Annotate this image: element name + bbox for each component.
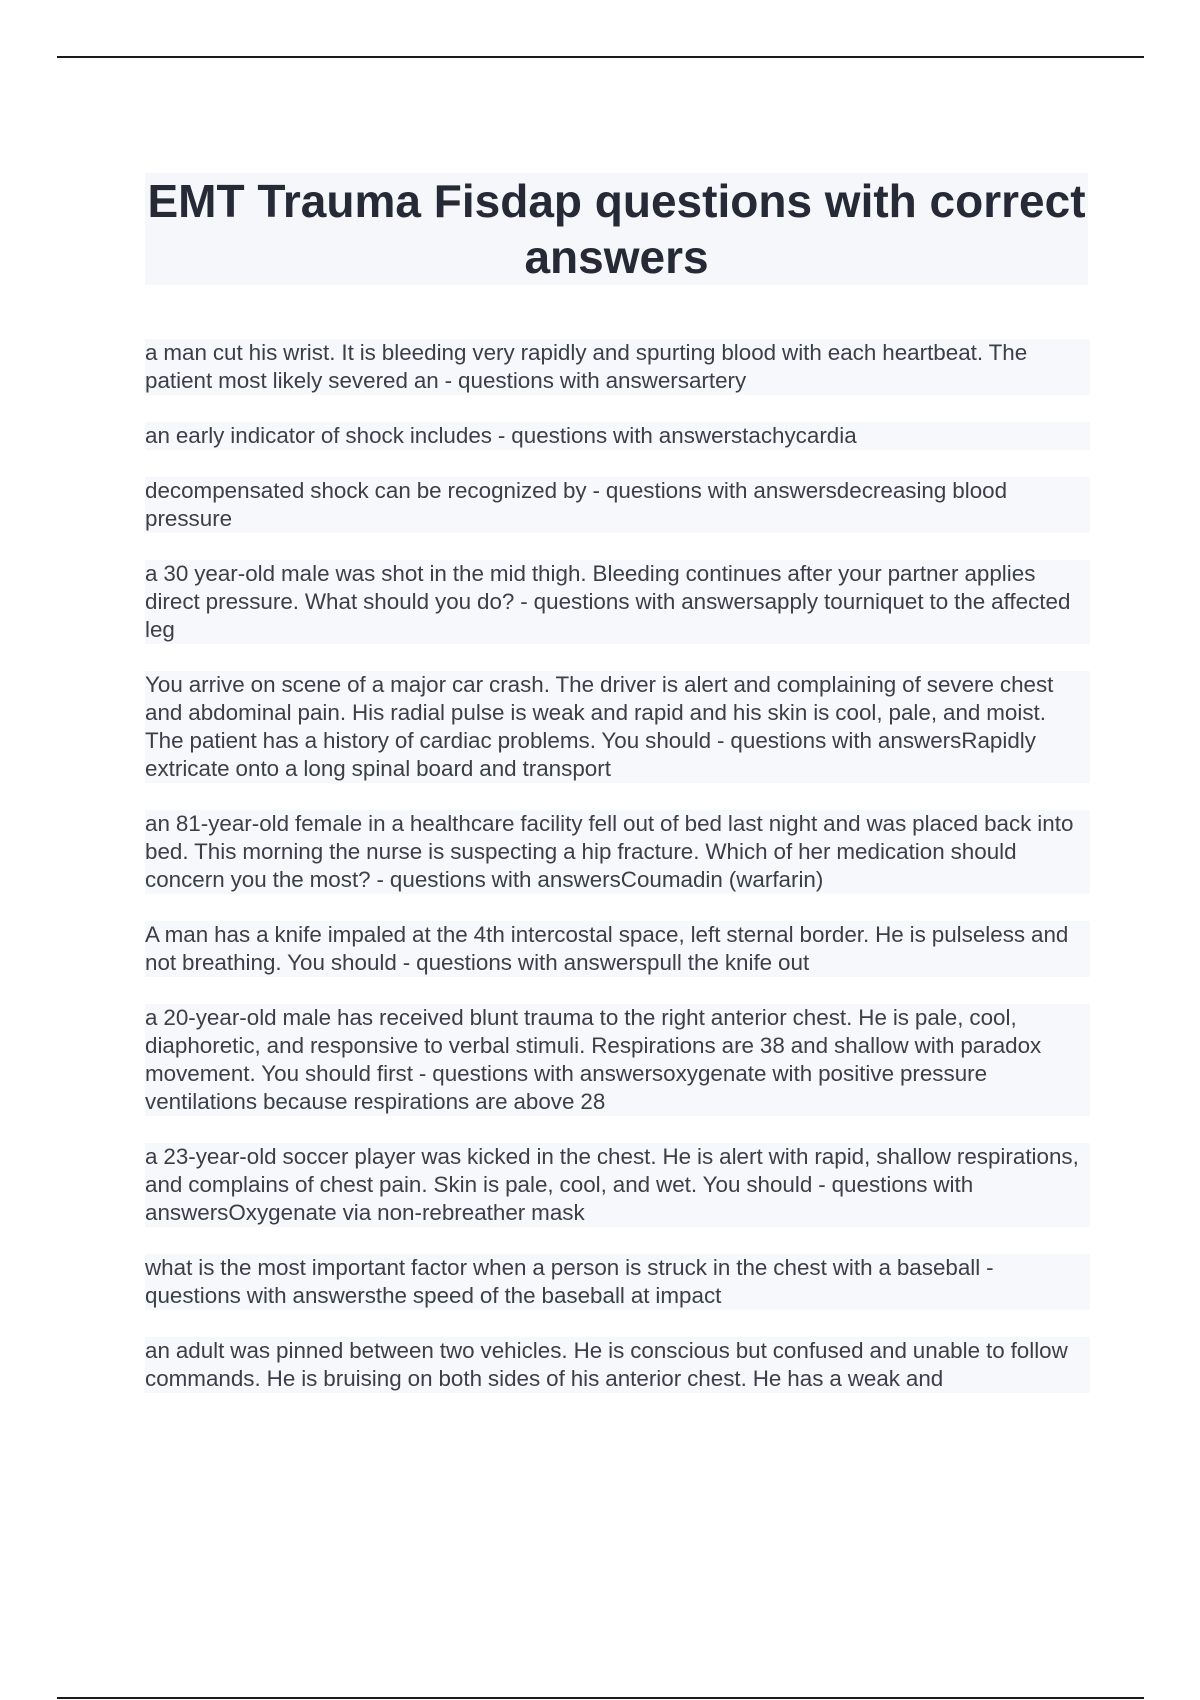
qa-item: You arrive on scene of a major car crash. The driver is alert and complaining of severe chest and abdominal pain. His radial pulse is weak and rapid and his skin is cool, pale, and moist. The patient has a history of cardiac problems. You should - questions with answersRapidly extricate onto a long spinal board and transport [145, 671, 1090, 783]
top-rule [57, 56, 1144, 58]
qa-item: decompensated shock can be recognized by - questions with answersdecreasing blood pressure [145, 477, 1090, 533]
bottom-rule [57, 1697, 1144, 1699]
qa-item: what is the most important factor when a person is struck in the chest with a baseball - questions with answersthe speed of the baseball at impact [145, 1254, 1090, 1310]
qa-item: a man cut his wrist. It is bleeding very rapidly and spurting blood with each heartbeat. The patient most likely severed an - questions with answersartery [145, 339, 1090, 395]
document-title: EMT Trauma Fisdap questions with correct answers [147, 175, 1086, 283]
qa-item: an 81-year-old female in a healthcare facility fell out of bed last night and was placed back into bed. This morning the nurse is suspecting a hip fracture. Which of her medication should concern you the most? - questions with answersCoumadin (warfarin) [145, 810, 1090, 894]
qa-item: a 20-year-old male has received blunt trauma to the right anterior chest. He is pale, cool, diaphoretic, and responsive to verbal stimuli. Respirations are 38 and shallow with paradox movement. You should first - questions with answersoxygenate with positive pressure ventilations because respirations are above 28 [145, 1004, 1090, 1116]
qa-item: A man has a knife impaled at the 4th intercostal space, left sternal border. He is pulseless and not breathing. You should - questions with answerspull the knife out [145, 921, 1090, 977]
qa-item: a 30 year-old male was shot in the mid thigh. Bleeding continues after your partner applies direct pressure. What should you do? - questions with answersapply tourniquet to the affected leg [145, 560, 1090, 644]
qa-item: an early indicator of shock includes - questions with answerstachycardia [145, 422, 1090, 450]
qa-item: an adult was pinned between two vehicles. He is conscious but confused and unable to follow commands. He is bruising on both sides of his anterior chest. He has a weak and [145, 1337, 1090, 1393]
title-box [145, 173, 1088, 285]
qa-list [145, 339, 1090, 1420]
qa-item: a 23-year-old soccer player was kicked in the chest. He is alert with rapid, shallow respirations, and complains of chest pain. Skin is pale, cool, and wet. You should - questions with answersOxygenate via non-rebreather mask [145, 1143, 1090, 1227]
